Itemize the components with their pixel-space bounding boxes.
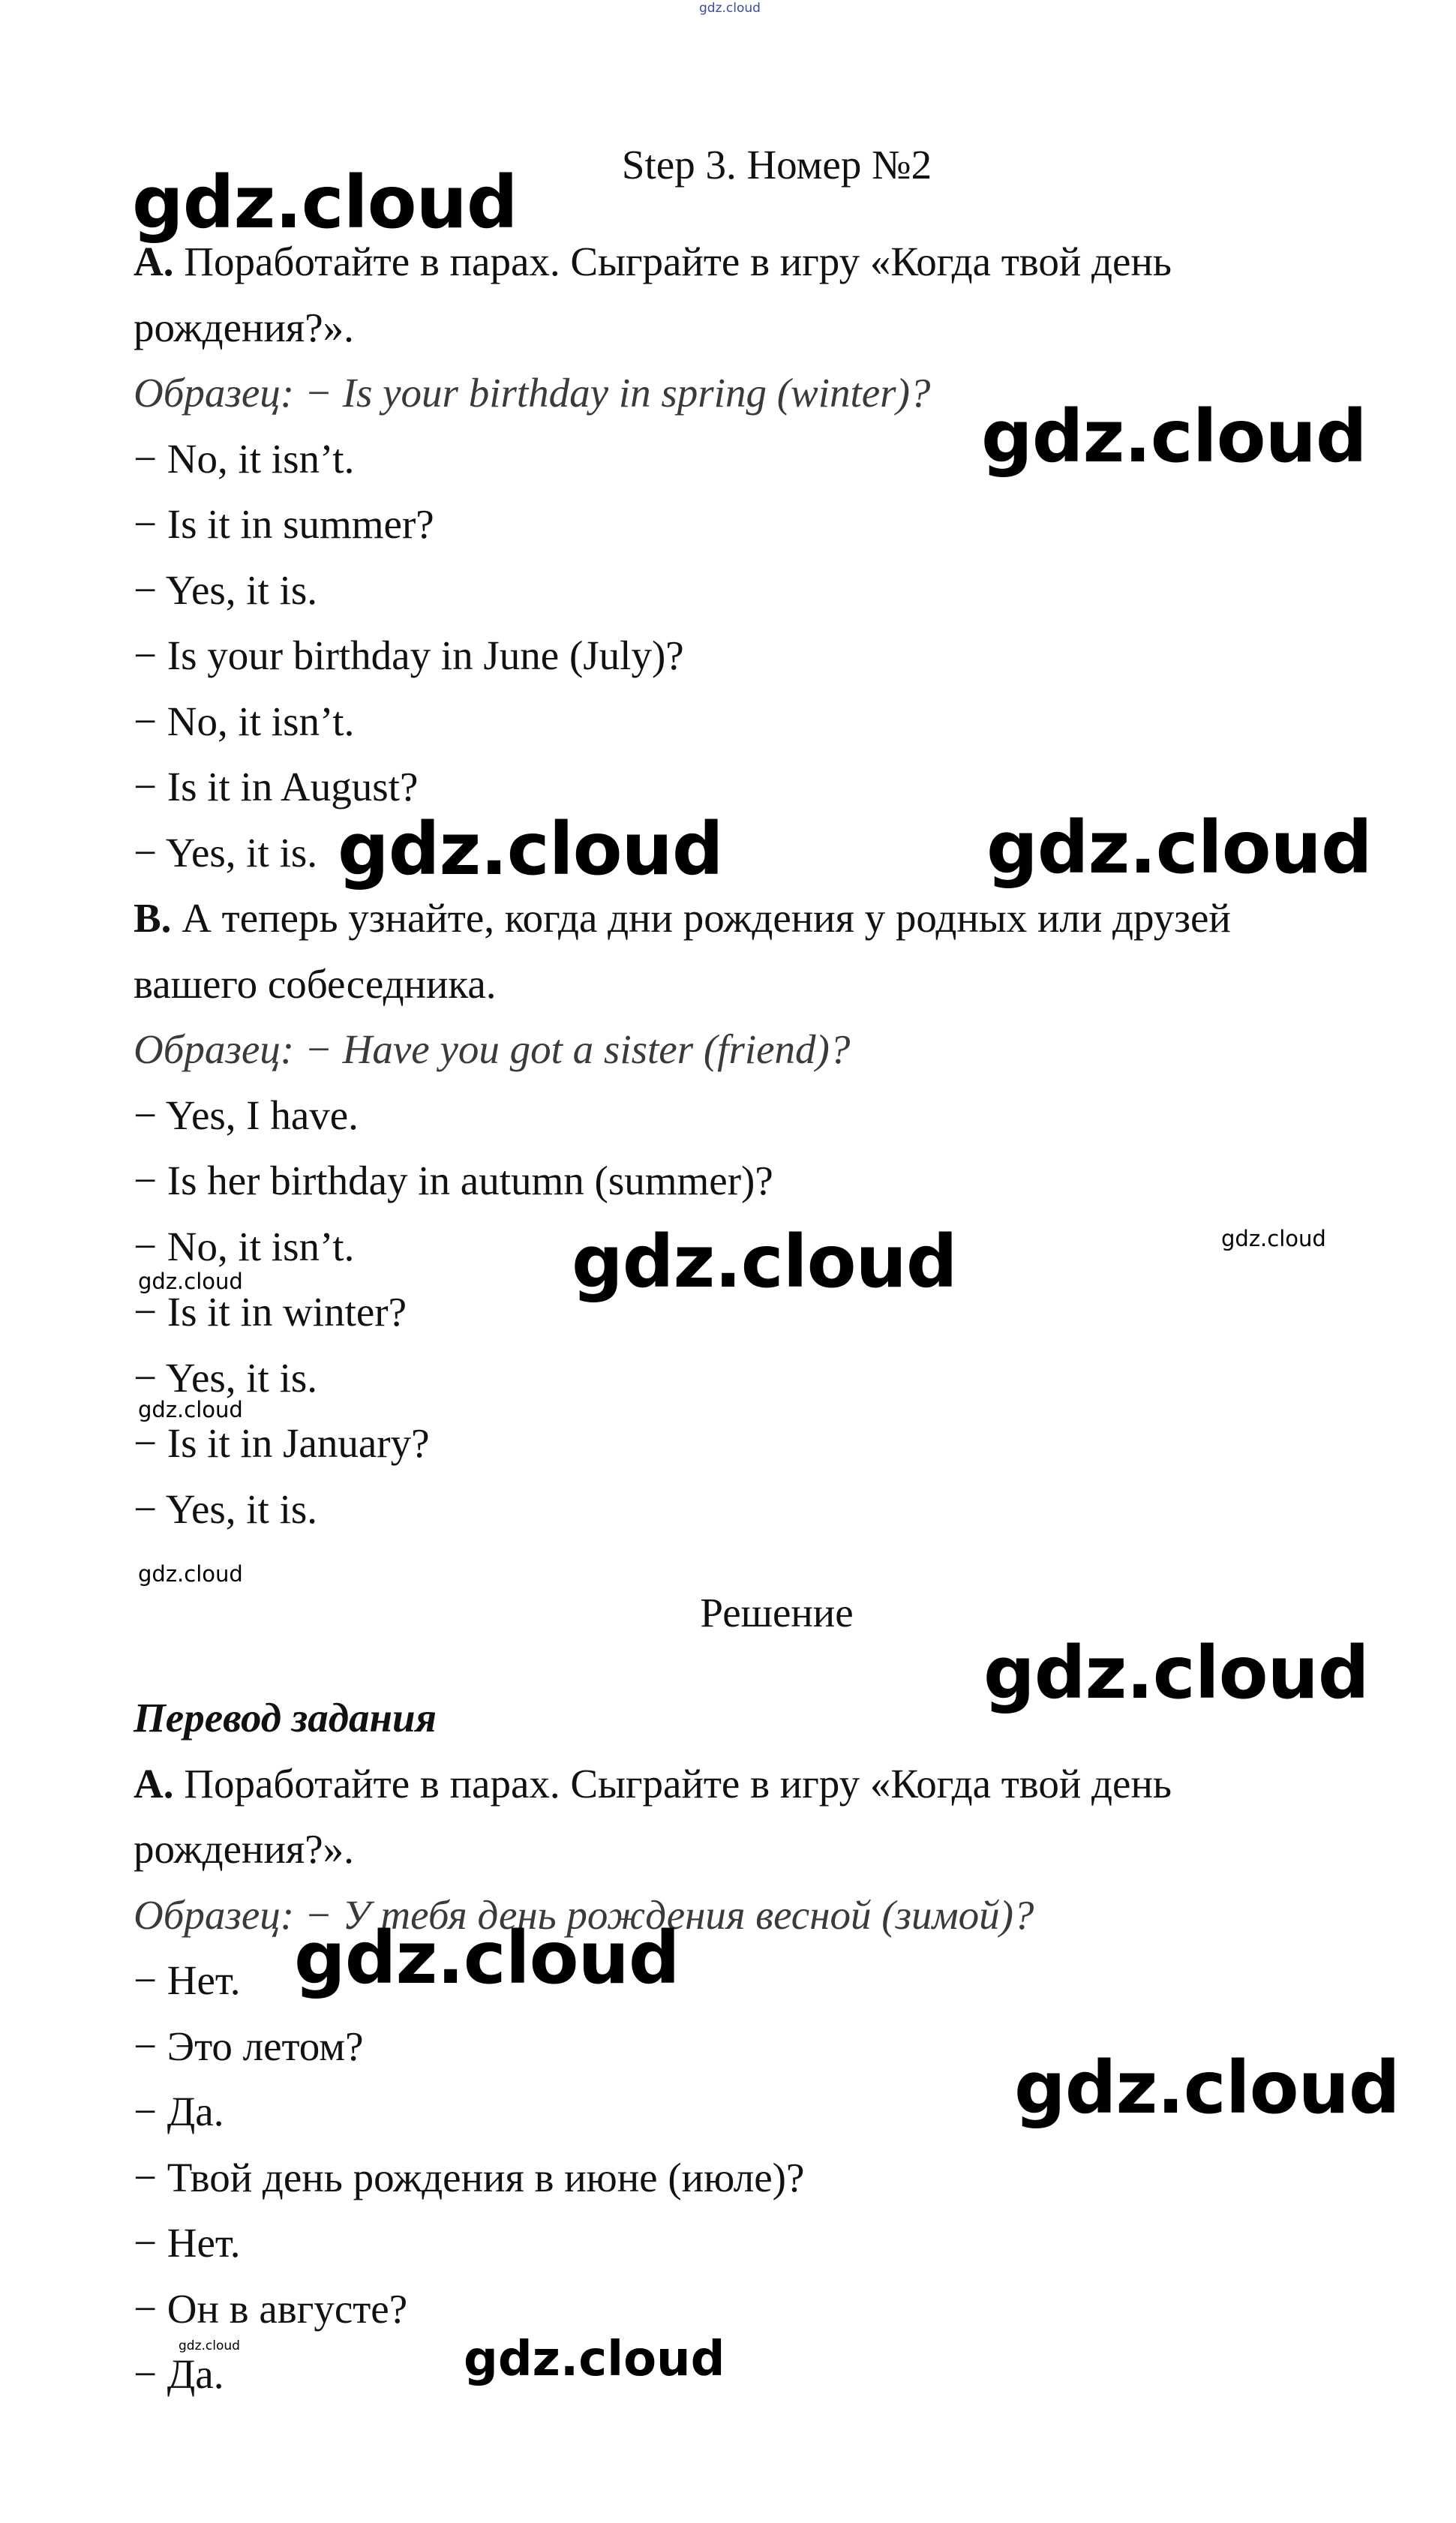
task-b-line: − Is it in winter? bbox=[134, 1289, 407, 1335]
task-a-line: − No, it isn’t. bbox=[134, 698, 355, 744]
task-b-text-1: А теперь узнайте, когда дни рождения у родных или друзей bbox=[171, 895, 1231, 941]
translation-a-line: − Нет. bbox=[134, 2220, 241, 2266]
task-b-line: − Yes, it is. bbox=[134, 1485, 318, 1532]
task-a-line: − Yes, it is. bbox=[134, 566, 318, 613]
watermark: gdz.cloud bbox=[1014, 2046, 1400, 2130]
watermark: gdz.cloud bbox=[294, 1916, 680, 2000]
task-a-line: − Is it in summer? bbox=[134, 501, 434, 547]
watermark: gdz.cloud bbox=[572, 1220, 957, 1304]
task-b-paragraph bbox=[134, 885, 1349, 951]
watermark: gdz.cloud bbox=[338, 807, 723, 891]
watermark: gdz.cloud bbox=[1221, 1226, 1326, 1251]
translation-a-label: A. bbox=[134, 1760, 174, 1807]
task-b-sample: Образец: − Have you got a sister (friend)? bbox=[134, 1026, 851, 1072]
task-b-text-2: вашего собеседника. bbox=[134, 960, 497, 1007]
task-a-line: − Is it in August? bbox=[134, 764, 419, 809]
task-a-line: − Yes, it is. bbox=[134, 829, 318, 876]
translation-a-line: − Да. bbox=[134, 2089, 224, 2134]
task-a-line: − Is your birthday in June (July)? bbox=[134, 632, 684, 678]
task-a-sample: Образец: − Is your birthday in spring (winter)? bbox=[134, 370, 931, 416]
solution-heading: Решение bbox=[700, 1590, 854, 1635]
translation-a-line: − Да. bbox=[134, 2351, 224, 2397]
translation-block bbox=[134, 1685, 1349, 2407]
translation-a-line: − Нет. bbox=[134, 1957, 241, 2003]
task-b-label: B. bbox=[134, 895, 172, 941]
translation-a-text-1: Поработайте в парах. Сыграйте в игру «Когда твой день bbox=[173, 1760, 1172, 1807]
watermark: gdz.cloud bbox=[138, 1269, 243, 1294]
watermark: gdz.cloud bbox=[986, 806, 1372, 890]
task-b-line: − Is her birthday in autumn (summer)? bbox=[134, 1158, 773, 1203]
watermark: gdz.cloud bbox=[464, 2332, 725, 2387]
task-block bbox=[134, 229, 1349, 1542]
watermark: gdz.cloud bbox=[132, 161, 518, 245]
task-b-line: − Is it in January? bbox=[134, 1420, 430, 1466]
translation-a-line: − Это летом? bbox=[134, 2023, 364, 2069]
translation-a-line: − Он в августе? bbox=[134, 2285, 408, 2332]
translation-a-paragraph bbox=[134, 1751, 1349, 1817]
watermark: gdz.cloud bbox=[179, 2338, 240, 2353]
task-a-text-2: рождения?». bbox=[134, 304, 354, 350]
watermark: gdz.cloud bbox=[981, 395, 1367, 479]
translation-a-text-2: рождения?». bbox=[134, 1826, 354, 1872]
watermark: gdz.cloud bbox=[983, 1631, 1369, 1715]
header-watermark: gdz.cloud bbox=[699, 1, 761, 16]
translation-a-line: − Твой день рождения в июне (июле)? bbox=[134, 2154, 805, 2200]
task-b-line: − Yes, I have. bbox=[134, 1092, 359, 1138]
task-b-line: − Yes, it is. bbox=[134, 1354, 318, 1401]
page-title: Step 3. Номер №2 bbox=[621, 142, 932, 188]
translation-a-sample: Образец: − У тебя день рождения весной (зимой)? bbox=[134, 1891, 1034, 1938]
task-b-line: − No, it isn’t. bbox=[134, 1223, 355, 1269]
watermark: gdz.cloud bbox=[138, 1397, 243, 1422]
watermark: gdz.cloud bbox=[138, 1561, 243, 1587]
task-a-text-1: Поработайте в парах. Сыграйте в игру «Когда твой день bbox=[173, 239, 1172, 284]
task-a-label: A. bbox=[134, 239, 174, 284]
translation-heading: Перевод задания bbox=[134, 1695, 437, 1741]
task-a-paragraph bbox=[134, 229, 1349, 295]
task-a-line: − No, it isn’t. bbox=[134, 435, 355, 482]
